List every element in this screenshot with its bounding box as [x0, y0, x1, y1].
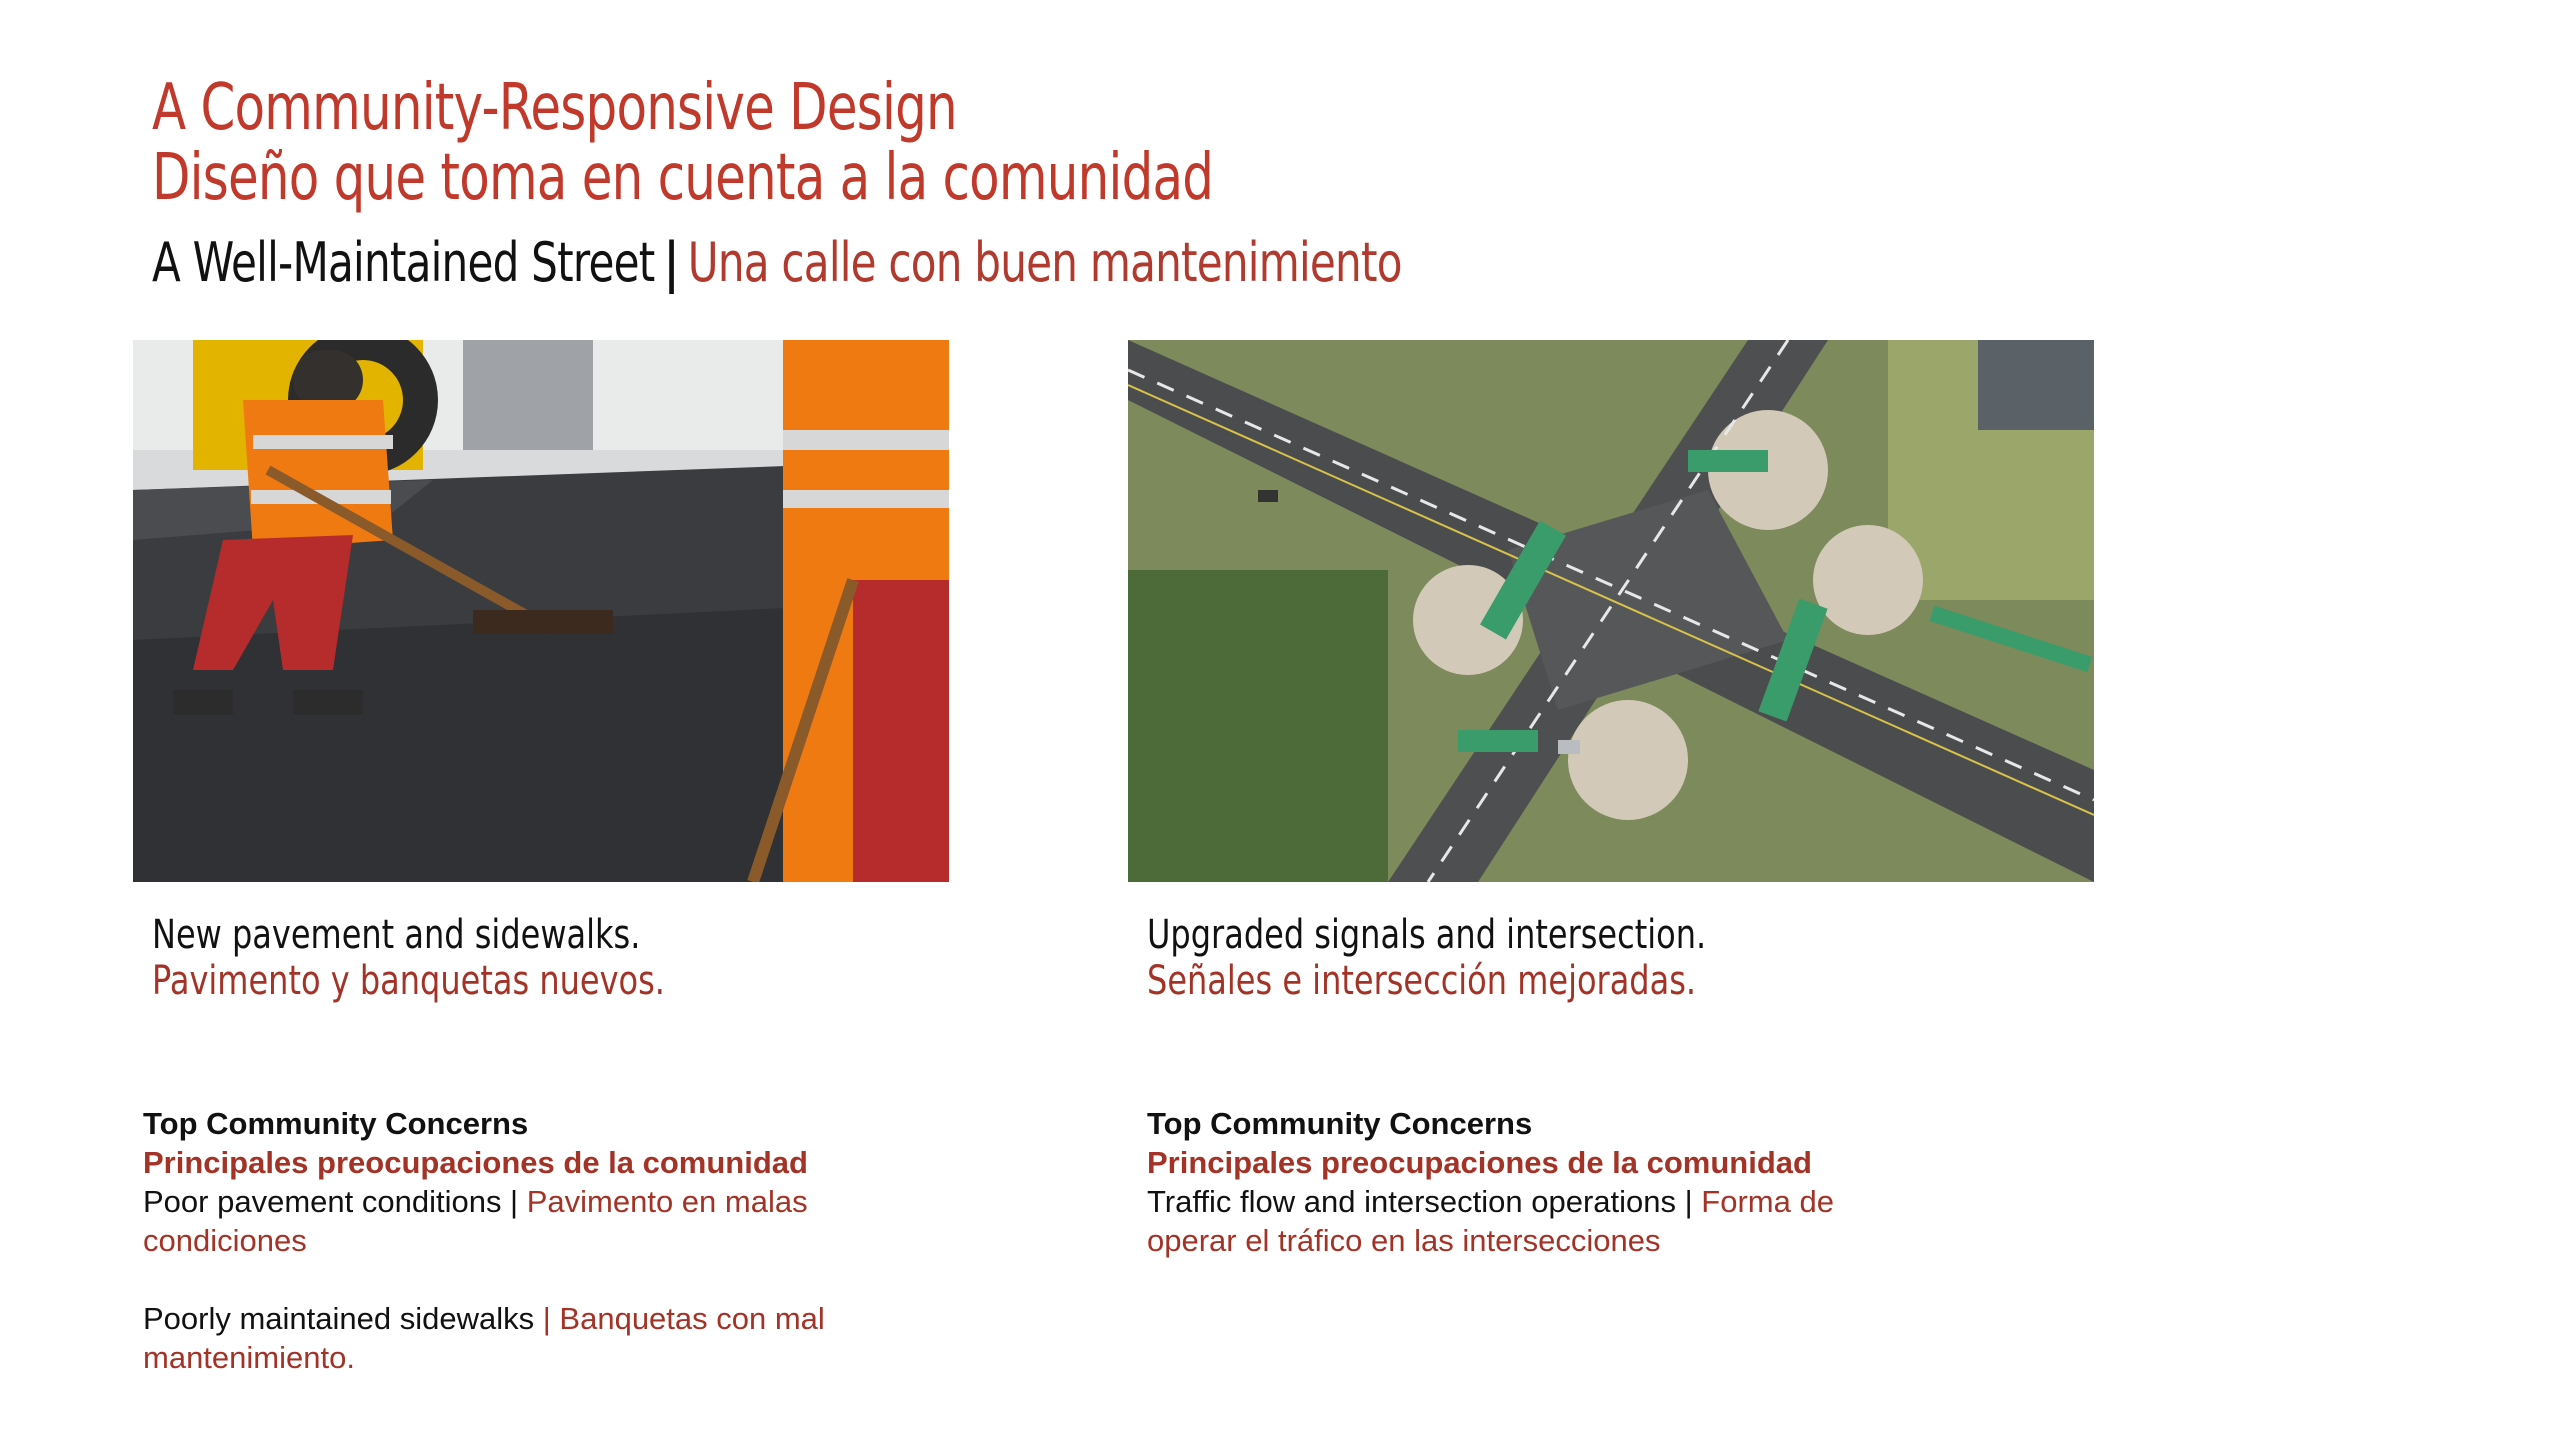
concerns-heading-en: Top Community Concerns [1147, 1106, 1533, 1141]
subtitle-separator: | [663, 231, 679, 294]
concerns-heading-es: Principales preocupaciones de la comunidad [143, 1145, 808, 1180]
section-subtitle [152, 231, 1402, 294]
concerns-block-left [143, 1104, 863, 1377]
concern-item-es: | Banquetas con mal mantenimiento. [143, 1301, 825, 1375]
caption-pavement-es: Pavimento y banquetas nuevos. [152, 958, 665, 1004]
caption-pavement [152, 912, 665, 1004]
page-title-es: Diseño que toma en cuenta a la comunidad [152, 141, 1214, 215]
concern-item [143, 1182, 863, 1260]
concern-item-es: Forma de operar el tráfico en las intersecciones [1147, 1184, 1834, 1258]
subtitle-en: A Well-Maintained Street [152, 231, 655, 294]
caption-pavement-en: New pavement and sidewalks. [152, 912, 641, 958]
page-title-en: A Community-Responsive Design [152, 71, 957, 145]
concern-item-es: Pavimento en malas condiciones [143, 1184, 808, 1258]
concerns-block-right [1147, 1104, 1867, 1260]
concerns-heading-en: Top Community Concerns [143, 1106, 529, 1141]
spacer [143, 1260, 863, 1299]
caption-signals-en: Upgraded signals and intersection. [1147, 912, 1707, 958]
concern-item [1147, 1182, 1867, 1260]
concern-item-en: Poor pavement conditions | [143, 1184, 519, 1219]
caption-signals-es: Señales e intersección mejoradas. [1147, 958, 1697, 1004]
paving-workers-photo [133, 340, 949, 882]
concern-item-en: Traffic flow and intersection operations | [1147, 1184, 1693, 1219]
concern-item-en: Poorly maintained sidewalks [143, 1301, 535, 1336]
concerns-heading-es: Principales preocupaciones de la comunidad [1147, 1145, 1812, 1180]
caption-signals [1147, 912, 1706, 1004]
aerial-intersection-photo [1128, 340, 2094, 882]
subtitle-es: Una calle con buen mantenimiento [687, 231, 1402, 294]
concern-item [143, 1299, 863, 1377]
